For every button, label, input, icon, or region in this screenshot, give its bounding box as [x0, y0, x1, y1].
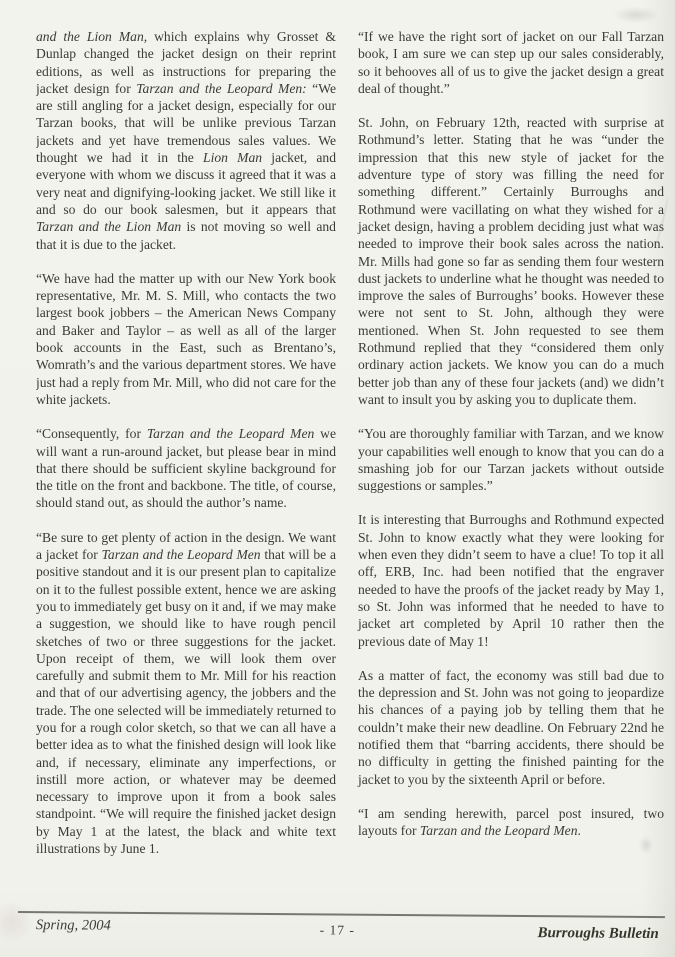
page-footer [0, 906, 675, 957]
paragraph: As a matter of fact, the economy was still bad due to the depression and St. John was not going to jeopardize his chances of a paying job by telling them that he couldn’t make their new deadline. On February 22nd he notified them that “barring accidents, there should be no difficulty in getting the finished painting for the jacket to you by the sixteenth April or before. [358, 667, 664, 787]
footer-divider-rule [18, 911, 665, 918]
paragraph: “I am sending herewith, parcel post insured, two layouts for Tarzan and the Leopard Men. [358, 805, 664, 839]
left-text-column [36, 28, 336, 906]
footer-issue-season: Spring, 2004 [35, 917, 111, 934]
scan-smudge-artifact [613, 7, 659, 23]
two-column-text-body [36, 28, 664, 906]
paragraph: “If we have the right sort of jacket on our Fall Tarzan book, I am sure we can step up our sales considerably, so it behooves all of us to give the jacket design a great deal of thought.” [358, 29, 664, 96]
footer-journal-title: Burroughs Bulletin [537, 925, 659, 943]
paragraph: “We have had the matter up with our New York book representative, Mr. M. S. Mill, who contacts the two largest book jobbers – the American News Company and Baker and Taylor – as well as all of the larger book accounts in the East, such as Brentano’s, Womrath’s and the various department stores. We have just had a reply from Mr. Mill, who did not care for the white jackets. [36, 270, 336, 407]
paragraph: “Be sure to get plenty of action in the design. We want a jacket for Tarzan and the Leopard Men that will be a positive standout and it is our present plan to capitalize on it to the fullest possible extent, hence we are asking you to immediately get busy on it and, if we may make a suggestion, we should like to have rough pencil sketches of two or three suggestions for the jacket. Upon receipt of them, we will look them over carefully and submit them to Mr. Mill for his reaction and that of our advertising agency, the jobbers and the trade. The one selected will be immediately returned to you for a rough color sketch, so that we can all have a better idea as to what the finished design will look like and, if necessary, eliminate any imperfections, or instill more action, or whatever may be deemed necessary to improve upon it from a book sales standpoint. “We will require the finished jacket design by May 1 at the latest, the black and white text illustrations by June 1. [36, 529, 336, 857]
paragraph: and the Lion Man, which explains why Grosset & Dunlap changed the jacket design on their reprint editions, as well as instructions for preparing the jacket design for Tarzan and the Leopard Men: “We are still angling for a jacket design, especially for our Tarzan books, that will be unlike previous Tarzan jackets and yet have tremendous sales values. We thought we had it in the Lion Man jacket, and everyone with whom we discuss it agreed that it was a very neat and dignifying-looking jacket. We still like it and so do our book salesmen, but it appears that Tarzan and the Lion Man is not moving so well and that it is due to the jacket. [36, 29, 336, 252]
paragraph: “Consequently, for Tarzan and the Leopard Men we will want a run-around jacket, but please bear in mind that there should be sufficient skyline background for the title on the front and backbone. The title, of course, should stand out, as should the author’s name. [36, 426, 336, 511]
paragraph: St. John, on February 12th, reacted with surprise at Rothmund’s letter. Stating that he was “under the impression that this new style of jacket for the adventure type of story was filling the need for something different.” Certainly Burroughs and Rothmund were vacillating on what they wished for a jacket design, having a problem deciding just what was needed to improve their book sales across the nation. Mr. Mills had gone so far as sending them four western dust jackets to underline what he thought was needed to improve the sales of Burroughs’ books. However these were not sent to St. John, although they were mentioned. When St. John requested to see them Rothmund replied that they “considered them only ordinary action jackets. We know you can do a much better job than any of these four jackets (and) we didn’t want to insult you by asking you to duplicate them. [358, 115, 664, 407]
footer-page-number: - 17 - [319, 922, 356, 938]
right-text-column [358, 28, 664, 906]
paragraph: It is interesting that Burroughs and Rothmund expected St. John to know exactly what they were looking for when even they didn’t seem to have a clue! To top it all off, ERB, Inc. had been notified that the engraver needed to have the proofs of the jacket ready by May 1, so St. John was informed that he needed to have to jacket art completed by April 10 rather then the previous date of May 1! [358, 512, 664, 649]
paragraph: “You are thoroughly familiar with Tarzan, and we know your capabilities well enough to know that you can do a smashing job for our Tarzan jackets without outside suggestions or samples.” [358, 426, 664, 494]
